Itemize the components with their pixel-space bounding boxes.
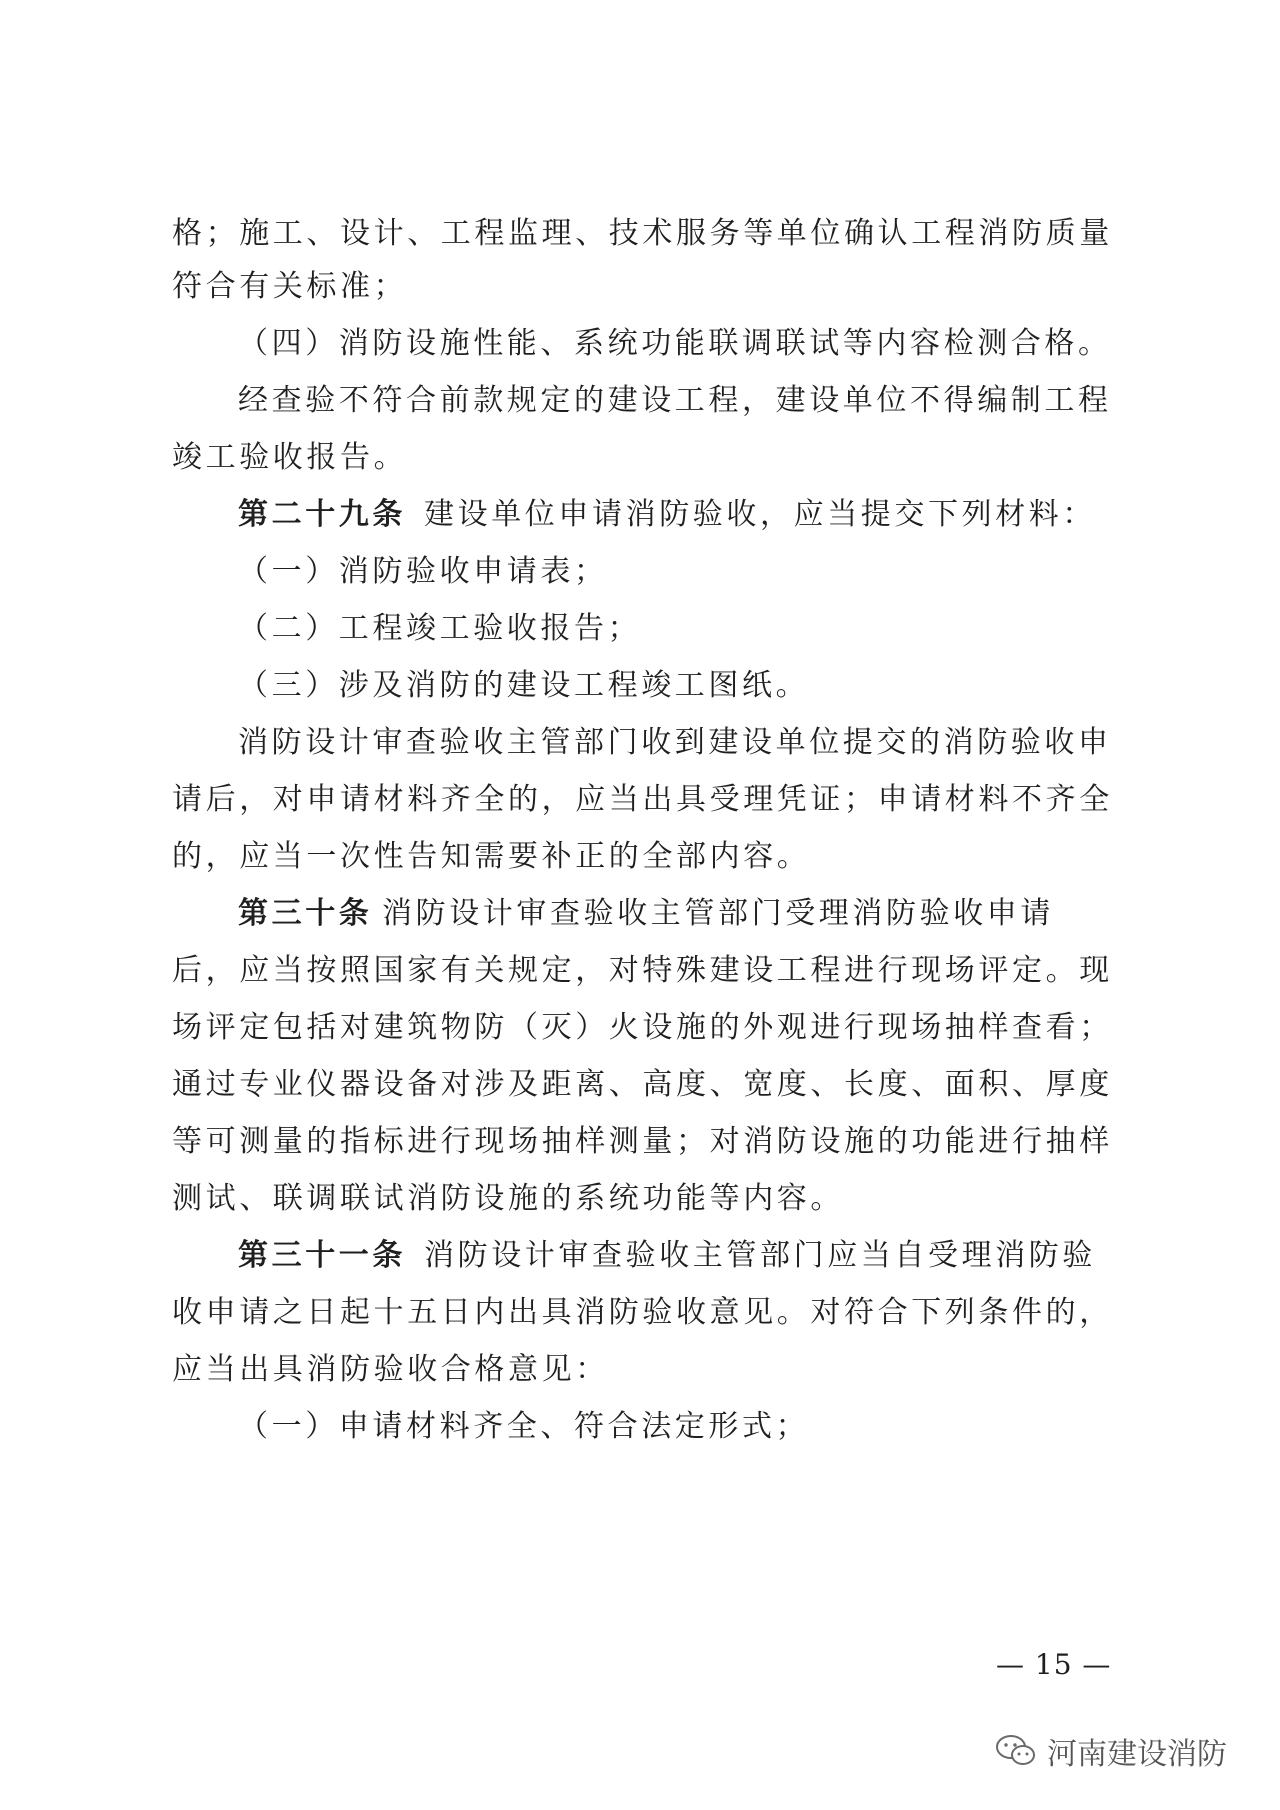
body-line: 经查验不符合前款规定的建设工程，建设单位不得编制工程	[238, 383, 1112, 418]
article-heading: 第三十条	[238, 896, 373, 931]
body-line: 消防设计审查验收主管部门受理消防验收申请	[382, 896, 1054, 931]
body-line: 格；施工、设计、工程监理、技术服务等单位确认工程消防质量	[172, 216, 1113, 251]
body-line: （一）申请材料齐全、符合法定形式；	[238, 1409, 810, 1444]
body-line: 竣工验收报告。	[172, 440, 408, 475]
body-line: 的，应当一次性告知需要补正的全部内容。	[172, 839, 811, 874]
body-line: 等可测量的指标进行现场抽样测量；对消防设施的功能进行抽样	[172, 1124, 1113, 1159]
body-line: 请后，对申请材料齐全的，应当出具受理凭证；申请材料不齐全	[172, 782, 1113, 817]
body-line: 场评定包括对建筑物防（灭）火设施的外观进行现场抽样查看；	[172, 1010, 1113, 1045]
body-line: 应当出具消防验收合格意见：	[172, 1352, 609, 1387]
body-line: （二）工程竣工验收报告；	[238, 611, 642, 646]
body-line: （四）消防设施性能、系统功能联调联试等内容检测合格。	[238, 326, 1112, 361]
body-line: 后，应当按照国家有关规定，对特殊建设工程进行现场评定。现	[172, 953, 1113, 988]
body-line: （一）消防验收申请表；	[238, 554, 608, 589]
watermark-text: 河南建设消防	[1047, 1737, 1227, 1772]
body-line: 符合有关标准；	[172, 269, 408, 304]
body-line: 收申请之日起十五日内出具消防验收意见。对符合下列条件的，	[172, 1295, 1113, 1330]
watermark	[995, 1727, 1227, 1775]
body-line: 建设单位申请消防验收，应当提交下列材料：	[424, 497, 1096, 532]
body-line: 消防设计审查验收主管部门收到建设单位提交的消防验收申	[238, 725, 1112, 760]
article-heading: 第三十一条	[238, 1238, 406, 1273]
page-number: — 15 —	[996, 1648, 1112, 1681]
body-line: 测试、联调联试消防设施的系统功能等内容。	[172, 1181, 844, 1216]
article-heading: 第二十九条	[238, 497, 406, 532]
body-line: （三）涉及消防的建设工程竣工图纸。	[238, 668, 810, 703]
body-line: 消防设计审查验收主管部门应当自受理消防验	[424, 1238, 1096, 1273]
wechat-icon	[995, 1732, 1037, 1770]
body-line: 通过专业仪器设备对涉及距离、高度、宽度、长度、面积、厚度	[172, 1067, 1113, 1102]
